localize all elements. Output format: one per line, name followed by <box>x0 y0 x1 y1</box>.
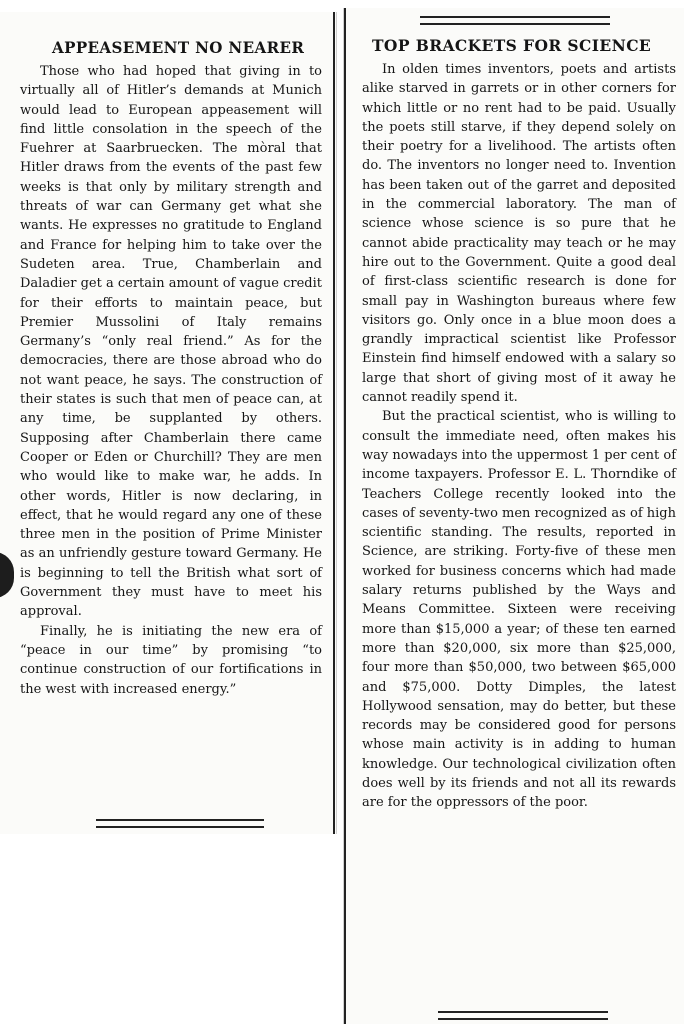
article-body-science <box>362 60 676 813</box>
paragraph-1: Those who had hoped that giving in to virtually all of Hitler’s demands at Munich would lead to European appeasement will find little consolation in the speech of the Fuehrer at Saarbruecken. The mòral that Hitler draws from the events of the past few weeks is that only by military strength and threats of war can Germany get what she wants. He expresses no gratitude to England and France for helping him to take over the Sudeten area. True, Chamberlain and Daladier get a certain amount of vague credit for their efforts to maintain peace, but Premier Mussolini of Italy remains Germany’s “only real friend.” As for the democracies, there are those abroad who do not want peace, he says. The construction of their states is such that men of peace can, at any time, be supplanted by others. Supposing after Chamberlain there came Cooper or Eden or Churchill? They are men who would like to make war, he adds. In other words, Hitler is now declaring, in effect, that he would regard any one of these three men in the position of Prime Minister as an unfriendly gesture toward Germany. He is beginning to tell the British what sort of Government they must have to meet his approval. <box>20 64 322 620</box>
left-clipping <box>0 12 337 834</box>
end-rule <box>438 1011 608 1020</box>
headline-appeasement: APPEASEMENT NO NEARER <box>52 38 305 57</box>
article-body-appeasement <box>20 62 322 699</box>
end-rule <box>96 819 264 828</box>
column-rule <box>333 12 335 834</box>
punch-hole-mark <box>0 552 14 598</box>
column-rule <box>344 8 346 1024</box>
paragraph-2: But the practical scientist, who is willing to consult the immediate need, often makes his way nowadays into the uppermost 1 per cent of income taxpayers. Professor E. L. Thorndike of Teachers College recently looked into the cases of seventy-two men recognized as of high scientific standing. The results, reported in Science, are striking. Forty-five of these men worked for business concerns which had made salary returns published by the Ways and Means Committee. Sixteen were receiving more than $15,000 a year; of these ten earned more than $20,000, six more than $25,000, four more than $50,000, two between $65,000 and $75,000. Dotty Dimples, the latest Hollywood sensation, may do better, but these records may be considered good for persons whose main activity is in adding to human knowledge. Our technological civilization often does well by its friends and not all its rewards are for the oppressors of the poor. <box>362 409 676 811</box>
right-clipping <box>343 8 684 1024</box>
paragraph-1: In olden times inventors, poets and artists alike starved in garrets or in other corners for which little or no rent had to be paid. Usually the poets still starve, if they depend solely on their poetry for a livelihood. The artists often do. The inventors no longer need to. Invention has been taken out of the garret and deposited in the commercial laboratory. The man of science whose science is so pure that he cannot abide practicality may teach or he may hire out to the Government. Quite a good deal of first-class scientific research is done for small pay in Washington bureaus where few visitors go. Only once in a blue moon does a grandly impractical scientist like Professor Einstein find himself endowed with a salary so large that short of giving most of it away he cannot readily spend it. <box>362 62 676 406</box>
top-rule <box>420 16 610 25</box>
headline-science: TOP BRACKETS FOR SCIENCE <box>372 36 652 55</box>
paragraph-2: Finally, he is initiating the new era of “peace in our time” by promising “to continue construction of our fortifications in the west with increased energy.” <box>20 623 322 697</box>
